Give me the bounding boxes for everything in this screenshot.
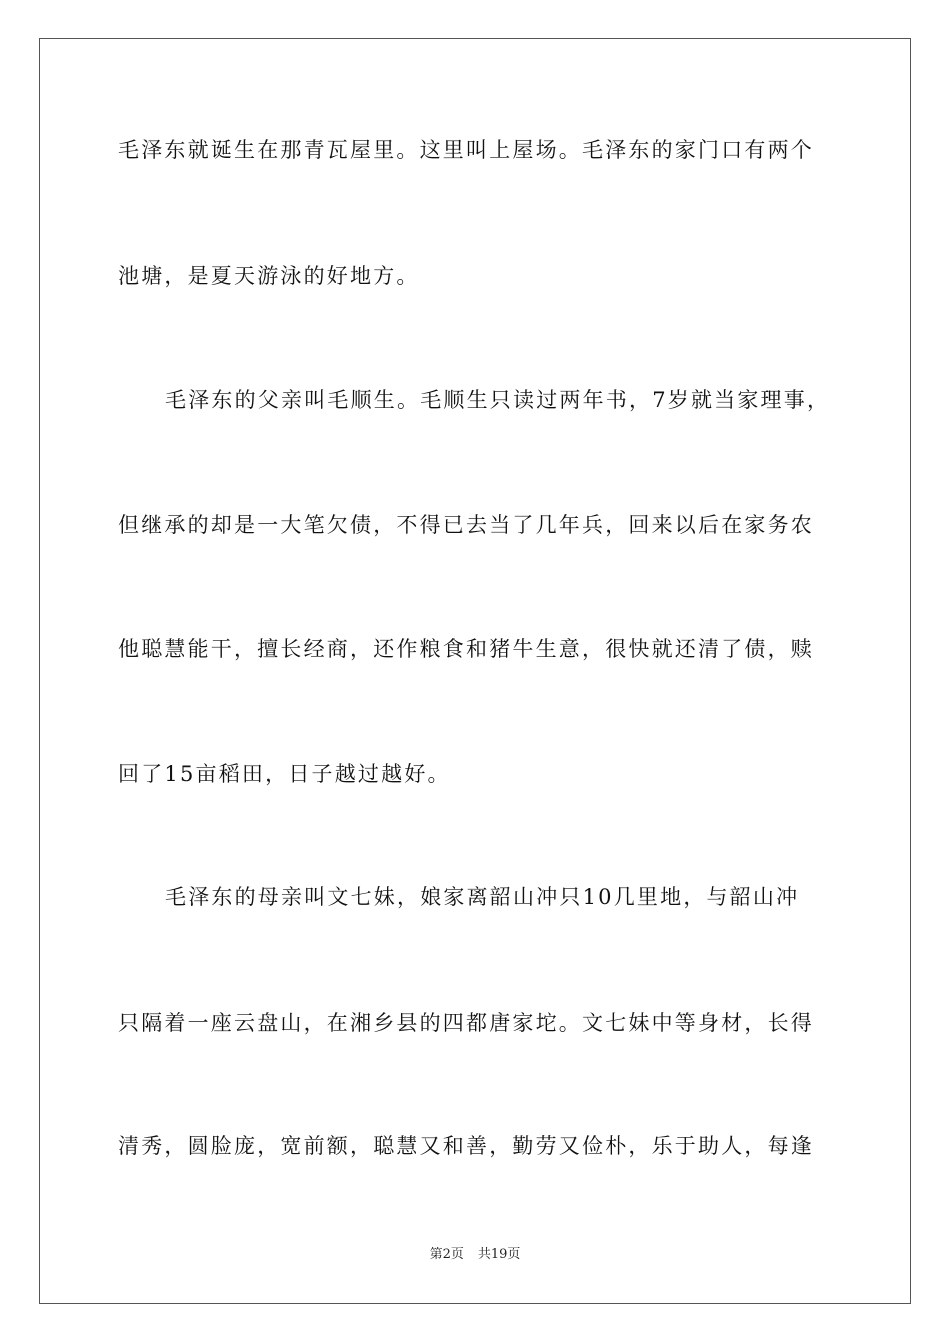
- page-number: 第2页: [429, 1247, 464, 1262]
- page-footer: [0, 1246, 950, 1264]
- paragraph-line: 毛泽东的父亲叫毛顺生。毛顺生只读过两年书，7岁就当家理事，: [165, 388, 831, 412]
- page-border: [39, 38, 911, 1304]
- paragraph-line: 回了15亩稻田，日子越过越好。: [118, 762, 451, 786]
- paragraph-line: 毛泽东的母亲叫文七妹，娘家离韶山冲只10几里地，与韶山冲: [165, 885, 800, 909]
- paragraph-line: 只隔着一座云盘山，在湘乡县的四都唐家坨。文七妹中等身材，长得: [118, 1011, 814, 1035]
- paragraph-line: 但继承的却是一大笔欠债，不得已去当了几年兵，回来以后在家务农: [118, 513, 814, 537]
- paragraph-line: 毛泽东就诞生在那青瓦屋里。这里叫上屋场。毛泽东的家门口有两个: [118, 138, 814, 162]
- total-pages: 共19页: [477, 1247, 521, 1262]
- paragraph-line: 池塘，是夏天游泳的好地方。: [118, 264, 420, 288]
- paragraph-line: 清秀，圆脸庞，宽前额，聪慧又和善，勤劳又俭朴，乐于助人，每逢: [118, 1134, 814, 1158]
- paragraph-line: 他聪慧能干，擅长经商，还作粮食和猪牛生意，很快就还清了债，赎: [118, 637, 814, 661]
